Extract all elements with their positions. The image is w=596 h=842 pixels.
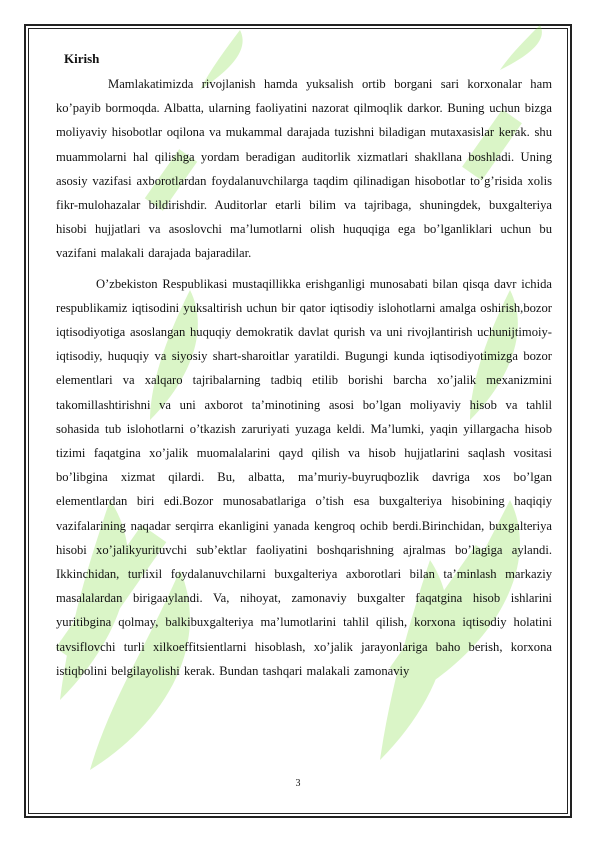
paragraph-introduction: Mamlakatimizda rivojlanish hamda yuksalish ortib borgani sari korxonalar ham ko’payib bormoqda. Albatta, ularning faoliyatini nazorat qilmoqlik darkor. Buning uchun bizga moliyaviy hisobotlar oqilona va mukammal darajada tuzishni biladigan mutaxasislar kerak. shu muammolarni hal qilishga yordam beradigan auditorlik xizmatlari shakllana boshladi. Uning asosiy vazifasi axborotlardan foydalanuvchilarga taqdim qilinadigan hisobotlar to’g’risida xolis fikr-mulohazalar bildirishdir. Auditorlar etarli bilim va tajribaga, shuningdek, buxgalteriya hisobi hujjatlari va asoslovchi ma’lumotlarni olish huquqiga ega bo’lganliklari uchun bu vazifani malakali darajada bajaradilar. bbox=[56, 77, 552, 261]
paragraph-uzbekistan: O’zbekiston Respublikasi mustaqillikka erishganligi munosabati bilan qisqa davr ichida respublikamiz iqtisodini yuksaltirish uchun bir qator iqtisodiy islohotlarni amalga oshirish,bozor iqtisodiyotiga asoslangan huquqiy demokratik davlat qurish va uni rivojlantirish uchunijtimoiy-iqtisodiy, huquqiy va siyosiy shart-sharoitlar yaratildi. Bugungi kunda iqtisodiyotimizga bozor elementlari va xalqaro tajribalarning tadbiq etilib borishi barcha xo’jalik mexanizmini takomillashtirishni va uni axborot ta’minotining asosi bo’lgan moliyaviy hisob va tahlil sohasida tub islohotlarni o’tkazish zaruriyati yuzaga keldi. Ma’lumki, yaqin yillargacha hisob tizimi faqatgina xo’jalik muomalalarini qayd qilish va hisob hujjatlarini saqlash vositasi bo’libgina xizmat qilardi. Bu, albatta, ma’muriy-buyruqbozlik davriga xos bo’lgan elementlardan biri edi.Bozor munosabatlariga o’tish esa buxgalteriya hisobining haqiqiy vazifalarining naqadar serqirra ekanligini yanada kengroq ochib berdi.Birinchidan, buxgalteriya hisobi xo’jalikyurituvchi sub’ektlar faoliyatini boshqarishning ajralmas bo’lagiga aylandi. Ikkinchidan, turlixil foydalanuvchilarni buxgalteriya axborotlari bilan ta’minlash markaziy masalalardan birigaaylandi. Va, nihoyat, zamonaviy buxgalter faqatgina hisob ishlarini yuritibgina qolmay, balkibuxgalteriya ma’lumotlarini tahlil qilish, korxona iqtisodiy holatini tavsiflovchi turli xilkoeffitsientlarni hisoblash, xo’jalik jarayonlariga baho berish, korxona istiqbolini belgilayolishi kerak. Bundan tashqari malakali zamonaviy bbox=[56, 276, 552, 678]
section-heading: Kirish bbox=[64, 51, 100, 66]
document-content bbox=[56, 48, 552, 689]
page-number: 3 bbox=[295, 778, 301, 789]
